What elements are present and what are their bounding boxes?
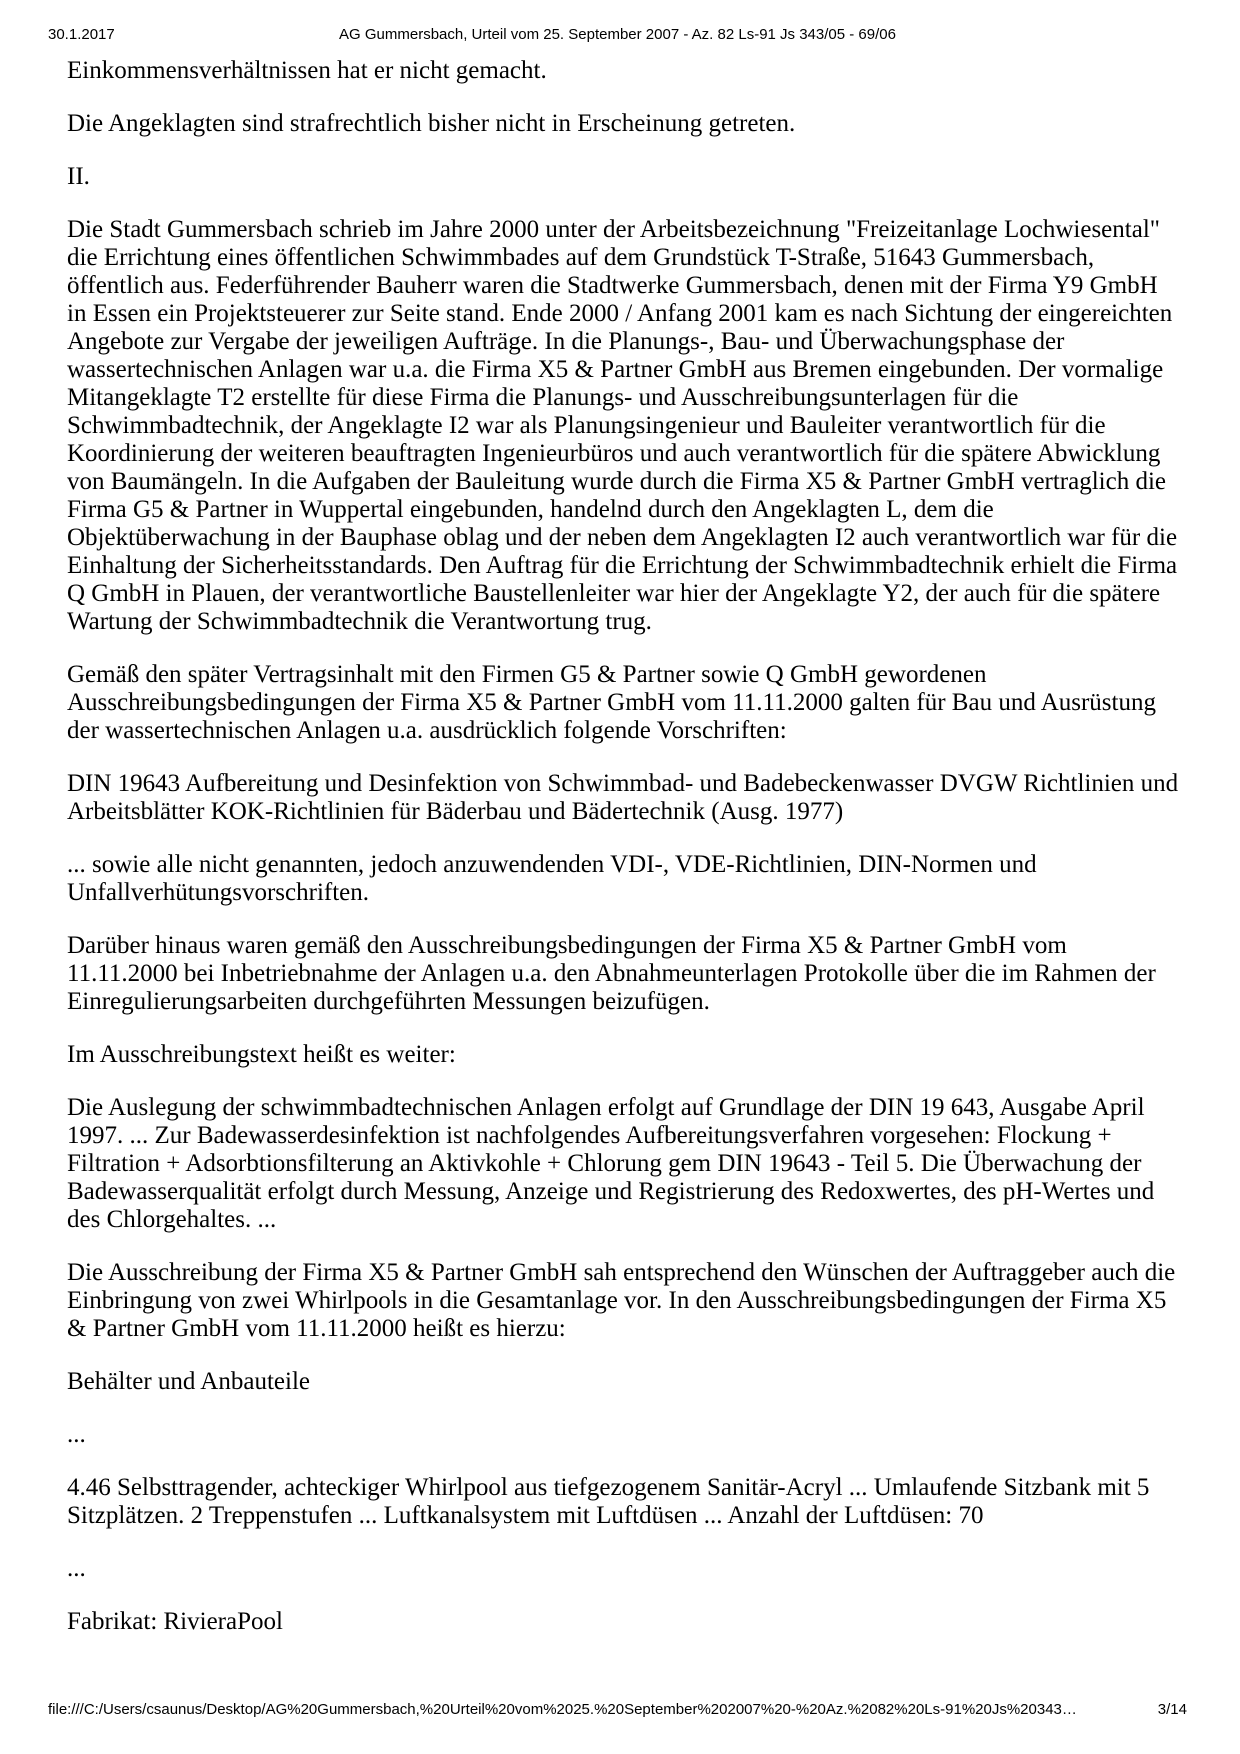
- paragraph: Die Angeklagten sind strafrechtlich bisher nicht in Erscheinung getreten.: [67, 110, 796, 137]
- paragraph: Die Ausschreibung der Firma X5 & Partner GmbH sah entsprechend den Wünschen der Auftraggeber auch die Einbringung von zwei Whirlpools in die Gesamtanlage vor. In den Ausschreibungsbedingungen der Firma X5 & Partner GmbH vom 11.11.2000 heißt es hierzu:: [67, 1259, 1176, 1342]
- paragraph: 4.46 Selbsttragender, achteckiger Whirlpool aus tiefgezogenem Sanitär-Acryl ... Umlaufende Sitzbank mit 5 Sitzplätzen. 2 Treppenstufen ... Luftkanalsystem mit Luftdüsen ... Anzahl der Luftdüsen: 70: [67, 1474, 1150, 1529]
- ellipsis-paragraph: ...: [67, 1421, 86, 1448]
- print-header: [48, 26, 1187, 46]
- paragraph: Die Auslegung der schwimmbadtechnischen Anlagen erfolgt auf Grundlage der DIN 19 643, Ausgabe April 1997. ... Zur Badewasserdesinfektion ist nachfolgendes Aufbereitungsverfahren vorgesehen: Flockung + Filtration + Adsorbtionsfilterung an Aktivkohle + Chlorung gem DIN 19643 - Teil 5. Die Überwachung der Badewasserqualität erfolgt durch Messung, Anzeige und Registrierung des Redoxwertes, des pH-Wertes und des Chlorgehaltes. ...: [67, 1094, 1155, 1233]
- print-footer: [48, 1701, 1187, 1718]
- ellipsis-paragraph: ...: [67, 1555, 86, 1582]
- section-heading: II.: [67, 163, 90, 190]
- page-number: 3/14: [1157, 1701, 1187, 1718]
- paragraph: Darüber hinaus waren gemäß den Ausschreibungsbedingungen der Firma X5 & Partner GmbH vom 11.11.2000 bei Inbetriebnahme der Anlagen u.a. den Abnahmeunterlagen Protokolle über die im Rahmen der Einregulierungsarbeiten durchgeführten Messungen beizufügen.: [67, 932, 1156, 1015]
- document-title: AG Gummersbach, Urteil vom 25. September 2007 - Az. 82 Ls-91 Js 343/05 - 69/06: [339, 26, 896, 43]
- paragraph: DIN 19643 Aufbereitung und Desinfektion von Schwimmbad- und Badebeckenwasser DVGW Richtlinien und Arbeitsblätter KOK-Richtlinien für Bäderbau und Bädertechnik (Ausg. 1977): [67, 770, 1179, 825]
- paragraph: Gemäß den später Vertragsinhalt mit den Firmen G5 & Partner sowie Q GmbH gewordenen Ausschreibungsbedingungen der Firma X5 & Partner GmbH vom 11.11.2000 galten für Bau und Ausrüstung der wassertechnischen Anlagen u.a. ausdrücklich folgende Vorschriften:: [67, 661, 1156, 744]
- print-date: 30.1.2017: [48, 26, 115, 43]
- source-file-url: file:///C:/Users/csaunus/Desktop/AG%20Gummersbach,%20Urteil%20vom%2025.%20September%202007%20-%20Az.%2082%20Ls-91%20Js%20343…: [48, 1701, 1077, 1718]
- paragraph: ... sowie alle nicht genannten, jedoch anzuwendenden VDI-, VDE-Richtlinien, DIN-Normen und Unfallverhütungsvorschriften.: [67, 851, 1037, 906]
- paragraph: Die Stadt Gummersbach schrieb im Jahre 2000 unter der Arbeitsbezeichnung "Freizeitanlage Lochwiesental" die Errichtung eines öffentlichen Schwimmbades auf dem Grundstück T-Straße, 51643 Gummersbach, öffentlich aus. Federführender Bauherr waren die Stadtwerke Gummersbach, denen mit der Firma Y9 GmbH in Essen ein Projektsteuerer zur Seite stand. Ende 2000 / Anfang 2001 kam es nach Sichtung der eingereichten Angebote zur Vergabe der jeweiligen Aufträge. In die Planungs-, Bau- und Überwachungsphase der wassertechnischen Anlagen war u.a. die Firma X5 & Partner GmbH aus Bremen eingebunden. Der vormalige Mitangeklagte T2 erstellte für diese Firma die Planungs- und Ausschreibungsunterlagen für die Schwimmbadtechnik, der Angeklagte I2 war als Planungsingenieur und Bauleiter verantwortlich für die Koordinierung der weiteren beauftragten Ingenieurbüros und auch verantwortlich für die spätere Abwicklung von Baumängeln. In die Aufgaben der Bauleitung wurde durch die Firma X5 & Partner GmbH vertraglich die Firma G5 & Partner in Wuppertal eingebunden, handelnd durch den Angeklagten L, dem die Objektüberwachung in der Bauphase oblag und der neben dem Angeklagten I2 auch verantwortlich war für die Einhaltung der Sicherheitsstandards. Den Auftrag für die Errichtung der Schwimmbadtechnik erhielt die Firma Q GmbH in Plauen, der verantwortliche Baustellenleiter war hier der Angeklagte Y2, der auch für die spätere Wartung der Schwimmbadtechnik die Verantwortung trug.: [67, 216, 1178, 635]
- paragraph: Einkommensverhältnissen hat er nicht gemacht.: [67, 57, 547, 84]
- paragraph: Fabrikat: RivieraPool: [67, 1608, 283, 1635]
- paragraph: Behälter und Anbauteile: [67, 1368, 310, 1395]
- paragraph: Im Ausschreibungstext heißt es weiter:: [67, 1041, 456, 1068]
- document-body: [67, 57, 1180, 1661]
